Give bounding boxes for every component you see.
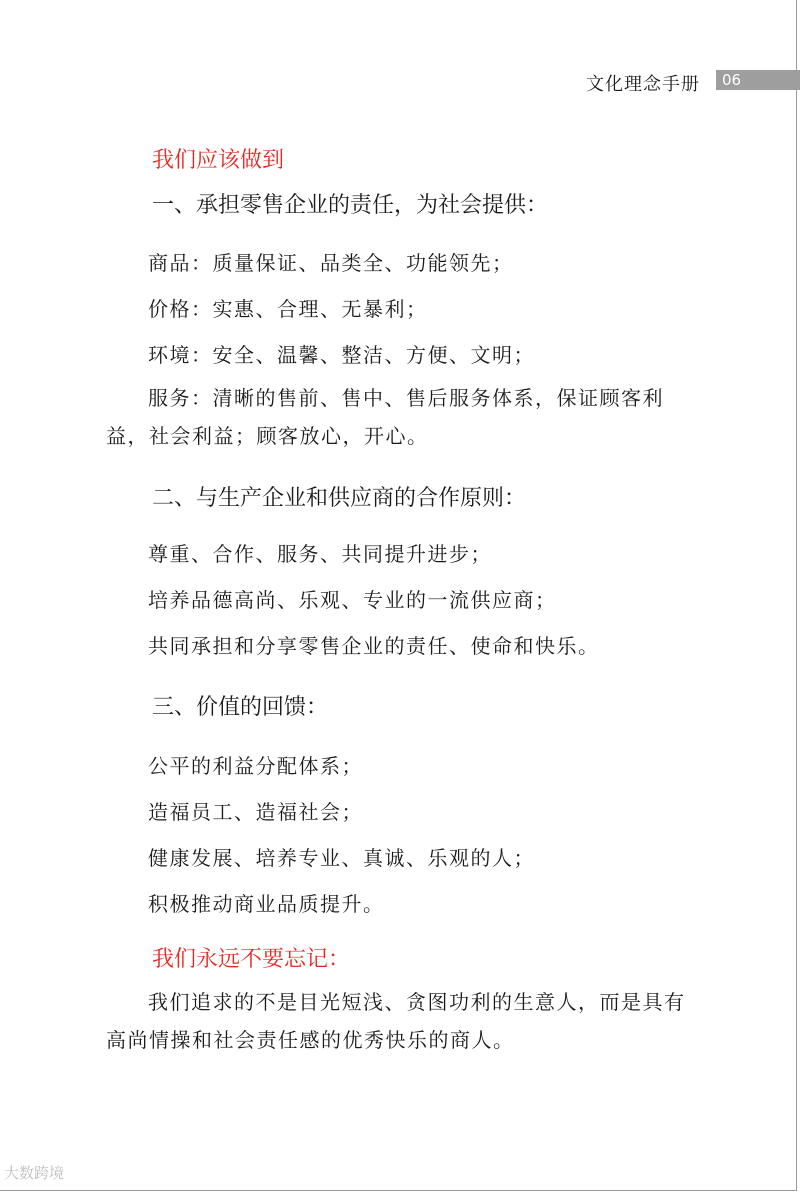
closing-paragraph: 我们追求的不是目光短浅、贪图功利的生意人，而是具有高尚情操和社会责任感的优秀快乐的商人。 [106, 990, 686, 1052]
part3-item: 健康发展、培养专业、真诚、乐观的人； [148, 846, 535, 870]
part3-item: 积极推动商业品质提升。 [148, 892, 385, 916]
part2-title: 二、与生产企业和供应商的合作原则： [152, 486, 527, 511]
part1-item-service: 服务：清晰的售前、售中、售后服务体系，保证顾客利益，社会利益；顾客放心，开心。 [106, 386, 664, 448]
part3-item: 造福员工、造福社会； [148, 800, 363, 824]
section-heading-should-do: 我们应该做到 [152, 148, 285, 173]
part1-item: 价格：实惠、合理、无暴利； [148, 297, 428, 321]
part2-item: 共同承担和分享零售企业的责任、使命和快乐。 [148, 634, 600, 658]
page-number: 06 [722, 71, 742, 89]
part1-item: 环境：安全、温馨、整洁、方便、文明； [148, 343, 535, 367]
part2-item: 尊重、合作、服务、共同提升进步； [148, 542, 492, 566]
part1-title: 一、承担零售企业的责任，为社会提供： [152, 193, 549, 218]
part3-title: 三、价值的回馈： [152, 695, 329, 720]
header-title: 文化理念手册 [586, 74, 700, 95]
part2-item: 培养品德高尚、乐观、专业的一流供应商； [148, 588, 557, 612]
section-heading-never-forget: 我们永远不要忘记： [152, 947, 351, 972]
part3-item: 公平的利益分配体系； [148, 754, 363, 778]
part1-item: 商品：质量保证、品类全、功能领先； [148, 251, 514, 275]
watermark-logo: 大数跨境 [4, 1164, 65, 1182]
